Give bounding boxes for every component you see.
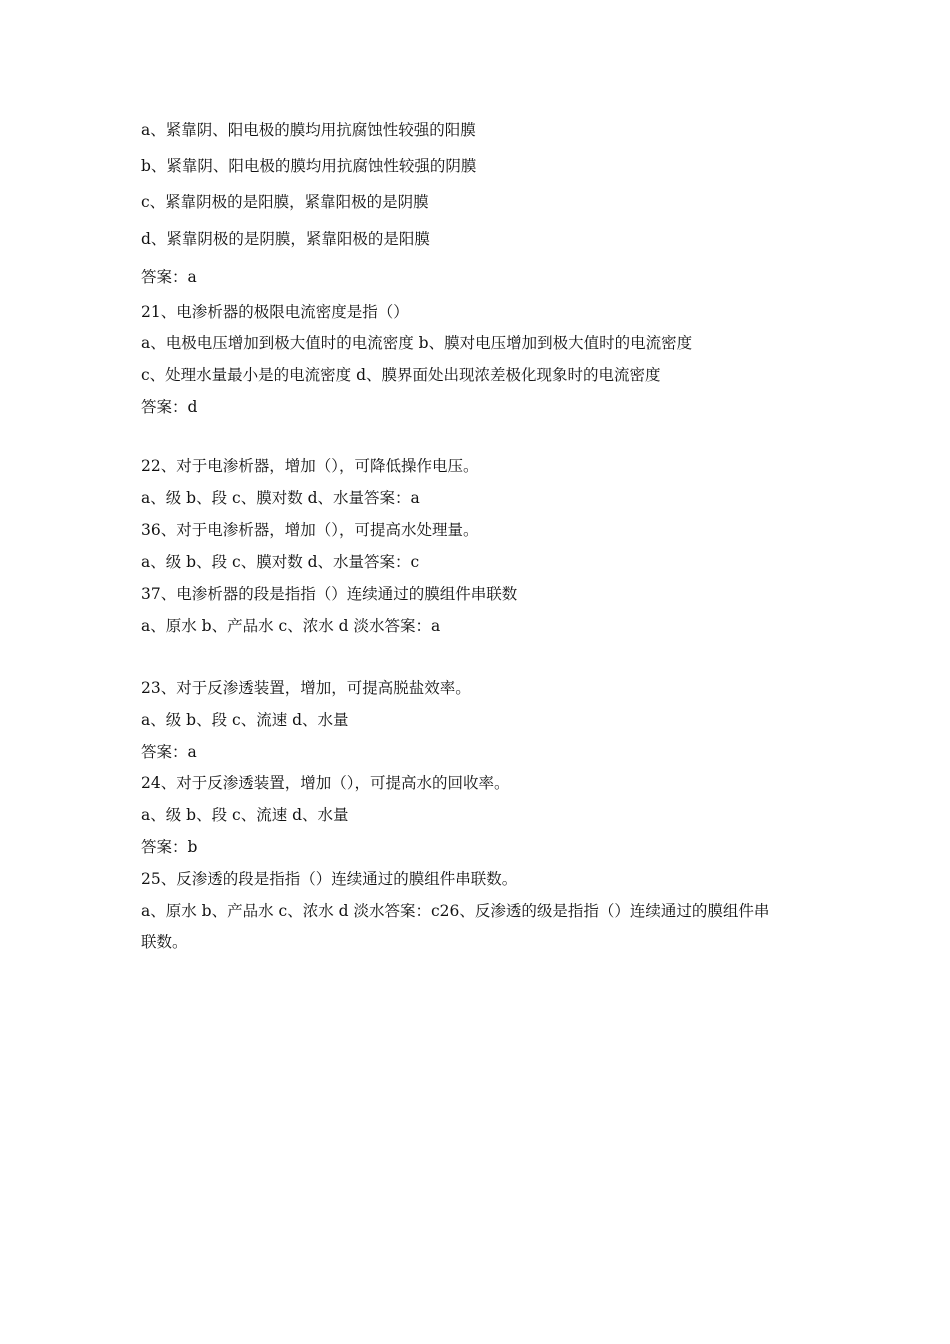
- option-c-line: c、紧靠阴极的是阳膜，紧靠阳极的是阴膜: [141, 193, 429, 211]
- question-21-options-cd: c、处理水量最小是的电流密度 d、膜界面处出现浓差极化现象时的电流密度: [141, 366, 661, 384]
- question-24-answer: 答案：b: [141, 838, 198, 856]
- question-21: 21、电渗析器的极限电流密度是指（）: [141, 303, 409, 321]
- question-22-options: a、级 b、段 c、膜对数 d、水量答案：a: [141, 489, 420, 507]
- option-b-line: b、紧靠阴、阳电极的膜均用抗腐蚀性较强的阴膜: [141, 157, 477, 175]
- question-24: 24、对于反渗透装置，增加（），可提高水的回收率。: [141, 774, 510, 792]
- option-d-line: d、紧靠阴极的是阴膜，紧靠阳极的是阳膜: [141, 230, 430, 248]
- question-22: 22、对于电渗析器，增加（），可降低操作电压。: [141, 457, 479, 475]
- question-36-options: a、级 b、段 c、膜对数 d、水量答案：c: [141, 553, 420, 571]
- answer-line: 答案：a: [141, 268, 197, 286]
- question-36: 36、对于电渗析器，增加（），可提高水处理量。: [141, 521, 479, 539]
- question-21-answer: 答案：d: [141, 398, 198, 416]
- question-26-continuation: 联数。: [141, 933, 188, 951]
- question-37-options: a、原水 b、产品水 c、浓水 d 淡水答案：a: [141, 617, 441, 635]
- question-23-options: a、级 b、段 c、流速 d、水量: [141, 711, 349, 729]
- question-25-options: a、原水 b、产品水 c、浓水 d 淡水答案：c26、反渗透的级是指指（）连续通过的膜组件串: [141, 902, 770, 920]
- question-21-options-ab: a、电极电压增加到极大值时的电流密度 b、膜对电压增加到极大值时的电流密度: [141, 334, 693, 352]
- question-24-options: a、级 b、段 c、流速 d、水量: [141, 806, 349, 824]
- question-23: 23、对于反渗透装置，增加，可提高脱盐效率。: [141, 679, 471, 697]
- option-a-line: a、紧靠阴、阳电极的膜均用抗腐蚀性较强的阳膜: [141, 121, 476, 139]
- question-25: 25、反渗透的段是指指（）连续通过的膜组件串联数。: [141, 870, 518, 888]
- question-23-answer: 答案：a: [141, 743, 197, 761]
- question-37: 37、电渗析器的段是指指（）连续通过的膜组件串联数: [141, 585, 518, 603]
